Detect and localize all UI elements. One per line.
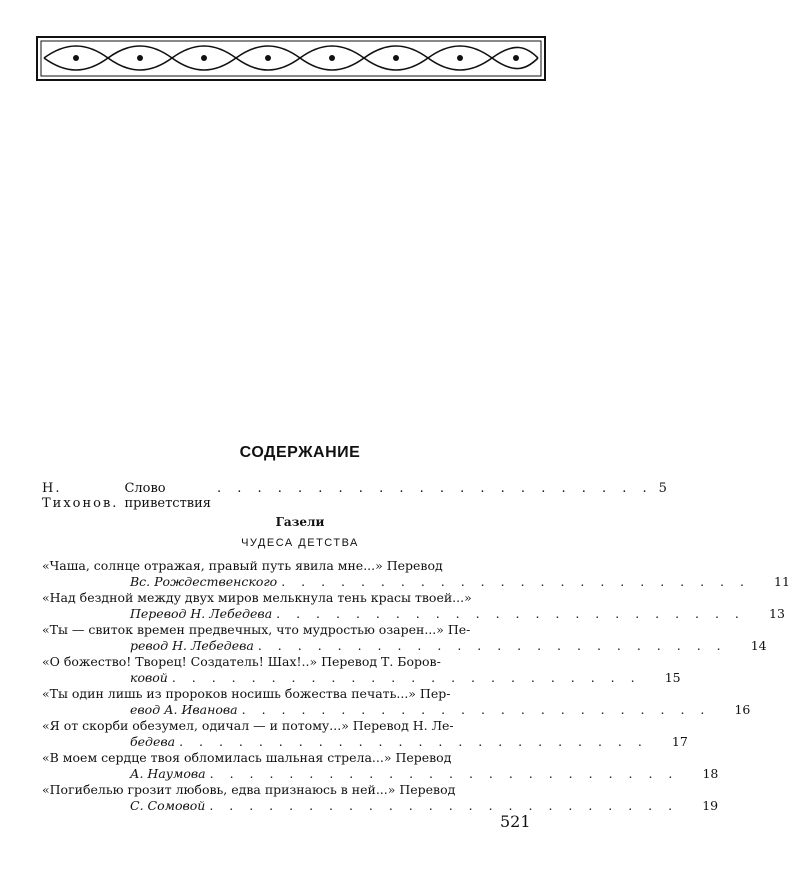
entry-translator: Перевод Н. Лебедева — [130, 606, 273, 621]
toc-entry — [42, 718, 688, 750]
entry-translator-line — [42, 574, 750, 590]
dot-leader: . . . . . . . . . . . . . . . . . . . . . . . . — [241, 702, 711, 717]
entry-translator: евод А. Иванова — [130, 702, 238, 717]
dot-leader: . . . . . . . . . . . . . . . . . . . . . . . . — [209, 766, 679, 781]
dot-leader: . . . . . . . . . . . . . . . . . . . . . . . . — [257, 638, 727, 653]
toc-entry — [42, 782, 719, 814]
entry-page-number: 13 — [769, 606, 785, 621]
intro-author: Н. Тихонов. — [42, 481, 119, 511]
entry-title: «О божество! Творец! Создатель! Шах!..» Перевод Т. Боров- — [42, 654, 441, 669]
entry-translator: бедева — [130, 734, 176, 749]
entry-page-number: 16 — [734, 702, 751, 717]
dot-leader: . . . . . . . . . . . . . . . . . . . . . . . . — [276, 606, 745, 621]
dot-leader: . . . . . . . . . . . . . . . . . . . . . . . . — [281, 574, 750, 589]
entry-page-number: 11 — [774, 574, 790, 589]
toc-entry — [42, 558, 790, 590]
entry-translator: А. Наумова — [130, 766, 206, 781]
ornamental-border — [36, 36, 546, 81]
toc-entries — [42, 558, 790, 814]
page-number: 521 — [500, 812, 531, 831]
entry-translator: ковой — [130, 670, 168, 685]
entry-title: «В моем сердце твоя обломилась шальная стрела...» Перевод — [42, 750, 452, 765]
entry-title: «Над бездной между двух миров мелькнула тень красы твоей...» — [42, 590, 472, 605]
entry-page-number: 18 — [702, 766, 719, 781]
entry-translator-line — [42, 798, 678, 814]
entry-translator-line — [42, 734, 648, 750]
toc-intro-entry — [42, 481, 667, 511]
entry-title: «Я от скорби обезумел, одичал — и потому...» Перевод Н. Ле- — [42, 718, 454, 733]
dot-leader: . . . . . . . . . . . . . . . . . . . . . . . . — [171, 670, 641, 685]
dot-leader: . . . . . . . . . . . . . . . . . . . . . . — [216, 481, 653, 496]
toc-entry — [42, 590, 785, 622]
dot-leader: . . . . . . . . . . . . . . . . . . . . . . . . — [209, 798, 679, 813]
entry-title: «Ты — свиток времен предвечных, что мудростью озарен...» Пе- — [42, 622, 471, 637]
entry-translator-line — [42, 606, 745, 622]
toc-entry — [42, 686, 751, 718]
page-title: СОДЕРЖАНИЕ — [239, 444, 361, 461]
entry-translator: ревод Н. Лебедева — [130, 638, 254, 653]
entry-page-number: 19 — [702, 798, 719, 813]
entry-title: «Погибелью грозит любовь, едва признаюсь в ней...» Перевод — [42, 782, 456, 797]
entry-title: «Ты один лишь из пророков носишь божества печать...» Пер- — [42, 686, 451, 701]
entry-translator: Вс. Рождественского — [130, 574, 278, 589]
dot-leader: . . . . . . . . . . . . . . . . . . . . . . . . — [179, 734, 648, 749]
entry-page-number: 14 — [750, 638, 767, 653]
entry-translator-line — [42, 702, 710, 718]
subsection-title: ЧУДЕСА ДЕТСТВА — [241, 537, 359, 549]
toc-entry — [42, 750, 719, 782]
toc-entry — [42, 622, 767, 654]
entry-page-number: 15 — [664, 670, 681, 685]
section-title: Газели — [275, 515, 325, 529]
entry-translator-line — [42, 766, 678, 782]
toc-entry — [42, 654, 681, 686]
entry-translator-line — [42, 670, 641, 686]
intro-title: Слово приветствия — [124, 481, 211, 511]
entry-translator: С. Сомовой — [130, 798, 206, 813]
intro-page-number: 5 — [658, 481, 667, 496]
entry-translator-line — [42, 638, 727, 654]
entry-page-number: 17 — [671, 734, 688, 749]
entry-title: «Чаша, солнце отражая, правый путь явила мне...» Перевод — [42, 558, 443, 573]
